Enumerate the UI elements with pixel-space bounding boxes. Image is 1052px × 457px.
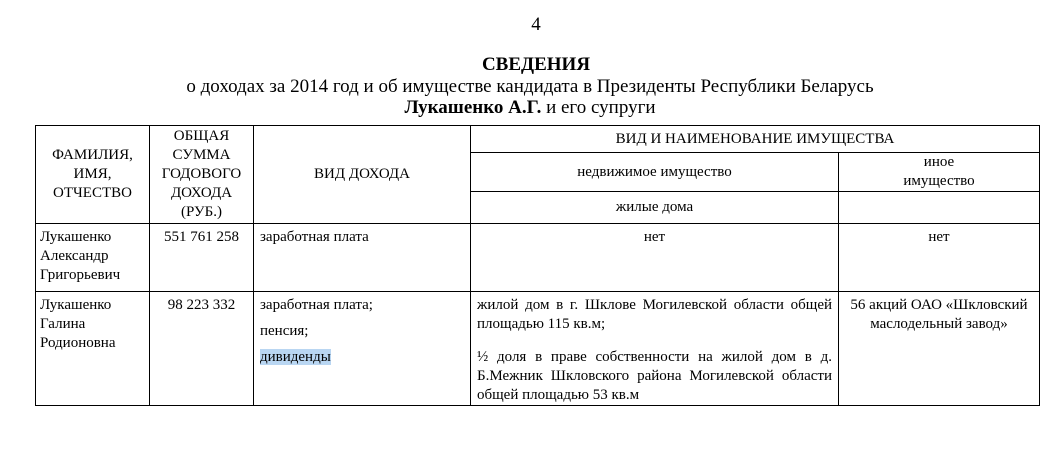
header-real-estate: недвижимое имущество [471,153,839,192]
header-empty [839,192,1040,224]
cell-other-property: 56 акций ОАО «Шкловский маслодельный завод» [839,292,1040,406]
income-type-item: заработная плата; [260,297,373,313]
table-row [36,292,1040,406]
real-estate-item: ½ доля в праве собственности на жилой дом в д. Б.Межник Шкловского района Могилевской области общей площадью 53 кв.м [477,349,832,403]
cell-income-sum: 551 761 258 [150,224,254,292]
page-number: 4 [531,14,541,35]
header-residential: жилые дома [471,192,839,224]
income-type-item: пенсия; [260,323,309,339]
income-type-item [260,348,464,367]
cell-income-sum: 98 223 332 [150,292,254,406]
header-other-property [839,153,1040,192]
cell-real-estate [471,292,839,406]
cell-other-property: нет [839,224,1040,292]
income-type-item: заработная плата [260,229,369,245]
subject-name: Лукашенко А.Г. [404,97,542,118]
subject-rest: и его супруги [541,97,656,118]
text-selection-highlight[interactable]: дивиденды [260,349,331,365]
header-property-group: ВИД И НАИМЕНОВАНИЕ ИМУЩЕСТВА [471,126,1040,153]
real-estate-item: нет [643,229,666,245]
document-subject [0,97,1052,119]
document-subtitle: о доходах за 2014 год и об имуществе кандидата в Президенты Республики Беларусь [186,76,874,97]
cell-name: Лукашенко Александр Григорьевич [36,224,150,292]
cell-name: Лукашенко Галина Родионовна [36,292,150,406]
header-income-sum: ОБЩАЯ СУММА ГОДОВОГО ДОХОДА (РУБ.) [150,126,254,224]
document-title: СВЕДЕНИЯ [481,54,591,75]
cell-income-type [254,292,471,406]
declaration-table [35,125,1040,406]
header-row [36,126,1040,153]
header-name: ФАМИЛИЯ, ИМЯ, ОТЧЕСТВО [36,126,150,224]
cell-income-type [254,224,471,292]
real-estate-item: жилой дом в г. Шклове Могилевской области общей площадью 115 кв.м; [477,297,832,332]
cell-real-estate [471,224,839,292]
table-row [36,224,1040,292]
header-other-property-text: иное имущество [903,154,975,189]
header-income-type: ВИД ДОХОДА [254,126,471,224]
